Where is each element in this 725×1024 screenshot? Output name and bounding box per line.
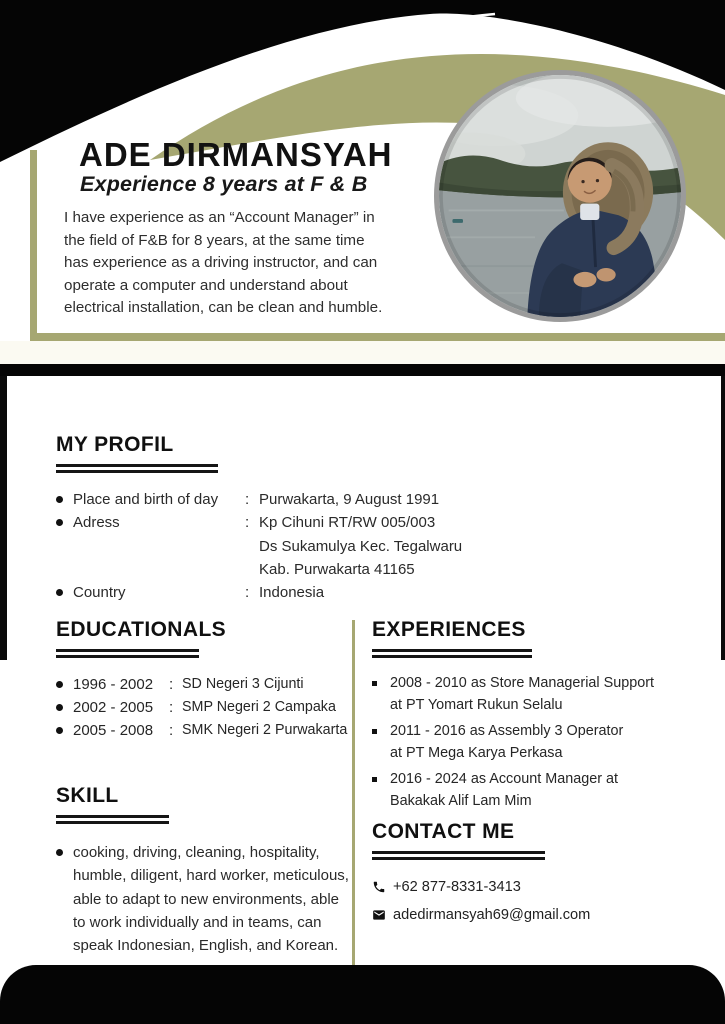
experiences-heading: EXPERIENCES: [372, 618, 526, 641]
contact-email-row: [372, 904, 717, 926]
profile-value: [259, 511, 676, 581]
bullet-icon: [56, 496, 63, 503]
colon: :: [169, 676, 174, 693]
colon: :: [169, 722, 174, 740]
section-my-profil: [56, 433, 676, 604]
candidate-tagline: Experience 8 years at F & B: [80, 172, 368, 196]
experience-line-1: 2011 - 2016 as Assembly 3 Operator: [390, 723, 624, 740]
contact-phone-row: [372, 876, 717, 898]
experience-text: [390, 769, 618, 812]
profile-label: Place and birth of day: [73, 491, 219, 508]
colon: :: [245, 491, 250, 508]
education-period: 2005 - 2008: [73, 722, 154, 740]
experience-row: [372, 769, 717, 812]
educationals-heading: EDUCATIONALS: [56, 618, 227, 641]
bullet-icon: [56, 589, 63, 596]
my-profil-heading: MY PROFIL: [56, 433, 174, 456]
education-row: [56, 673, 356, 696]
square-bullet-icon: [372, 681, 377, 686]
bottom-footer-bar: [0, 965, 725, 1024]
colon: :: [169, 699, 174, 717]
profile-label: Country: [73, 584, 126, 602]
education-row: [56, 719, 356, 742]
square-bullet-icon: [372, 777, 377, 782]
bullet-icon: [56, 681, 63, 688]
right-edge-strip: [721, 376, 725, 660]
address-line-1: Kp Cihuni RT/RW 005/003: [259, 514, 436, 532]
experience-text: [390, 673, 654, 716]
email-address: adedirmansyah69@gmail.com: [393, 907, 591, 923]
experience-line-1: 2016 - 2024 as Account Manager at: [390, 771, 619, 788]
contact-underline: [372, 851, 545, 860]
black-divider-bar: [0, 364, 725, 376]
address-line-2: Ds Sukamulya Kec. Tegalwaru: [259, 537, 463, 555]
profile-photo-scene: [439, 75, 681, 317]
olive-frame-horizontal: [30, 333, 725, 341]
bullet-icon: [56, 704, 63, 711]
profile-value: Purwakarta, 9 August 1991: [259, 491, 440, 508]
skill-heading: SKILL: [56, 784, 119, 807]
section-experiences: [372, 618, 717, 818]
email-icon: [372, 908, 386, 922]
education-school: SD Negeri 3 Cijunti: [182, 676, 304, 692]
education-row: [56, 696, 356, 719]
cream-strip: [0, 341, 725, 364]
profile-value: Indonesia: [259, 584, 325, 602]
profile-label: Adress: [73, 514, 120, 532]
profile-row-country: [56, 581, 676, 604]
skill-text: cooking, driving, cleaning, hospitality, humble, diligent, hard worker, meticulous, able to adapt to new environments, able to work individually and in teams, can speak Indonesian, English, and Korean.: [73, 844, 349, 955]
colon: :: [245, 514, 250, 532]
olive-frame-vertical: [30, 150, 37, 341]
phone-number: +62 877-8331-3413: [393, 879, 521, 895]
section-contact: [372, 820, 717, 932]
education-period: 2002 - 2005: [73, 699, 154, 717]
educationals-underline: [56, 649, 199, 658]
bullet-icon: [56, 849, 63, 856]
bullet-icon: [56, 519, 63, 526]
phone-icon: [372, 880, 386, 894]
experience-line-1: 2008 - 2010 as Store Managerial Support: [390, 675, 654, 691]
experience-line-2: Bakakak Alif Lam Mim: [390, 792, 532, 809]
skill-underline: [56, 815, 169, 824]
education-school: SMP Negeri 2 Campaka: [182, 699, 336, 716]
section-educationals: [56, 618, 356, 743]
experience-line-2: at PT Yomart Rukun Selalu: [390, 696, 563, 713]
section-skill: [56, 784, 356, 957]
experience-text: [390, 721, 623, 764]
profile-photo: [434, 70, 686, 322]
bullet-icon: [56, 727, 63, 734]
contact-heading: CONTACT ME: [372, 820, 515, 843]
experience-line-2: at PT Mega Karya Perkasa: [390, 744, 563, 761]
experiences-underline: [372, 649, 532, 658]
skill-row: [56, 841, 356, 957]
profile-row-birth: [56, 488, 676, 511]
left-edge-strip: [0, 376, 7, 660]
my-profil-underline: [56, 464, 218, 473]
colon: :: [245, 584, 250, 602]
experience-row: [372, 721, 717, 764]
education-period: 1996 - 2002: [73, 676, 154, 693]
education-school: SMK Negeri 2 Purwakarta: [182, 722, 348, 739]
address-line-3: Kab. Purwakarta 41165: [259, 560, 415, 578]
candidate-name: ADE DIRMANSYAH: [79, 136, 393, 173]
profile-summary: I have experience as an “Account Manager” in the field of F&B for 8 years, at the same time has experience as a driving instructor, and can operate a computer and understand about electrical installation, can be clean and humble.: [64, 209, 383, 317]
experience-row: [372, 673, 717, 716]
profile-row-address: [56, 511, 676, 581]
square-bullet-icon: [372, 729, 377, 734]
